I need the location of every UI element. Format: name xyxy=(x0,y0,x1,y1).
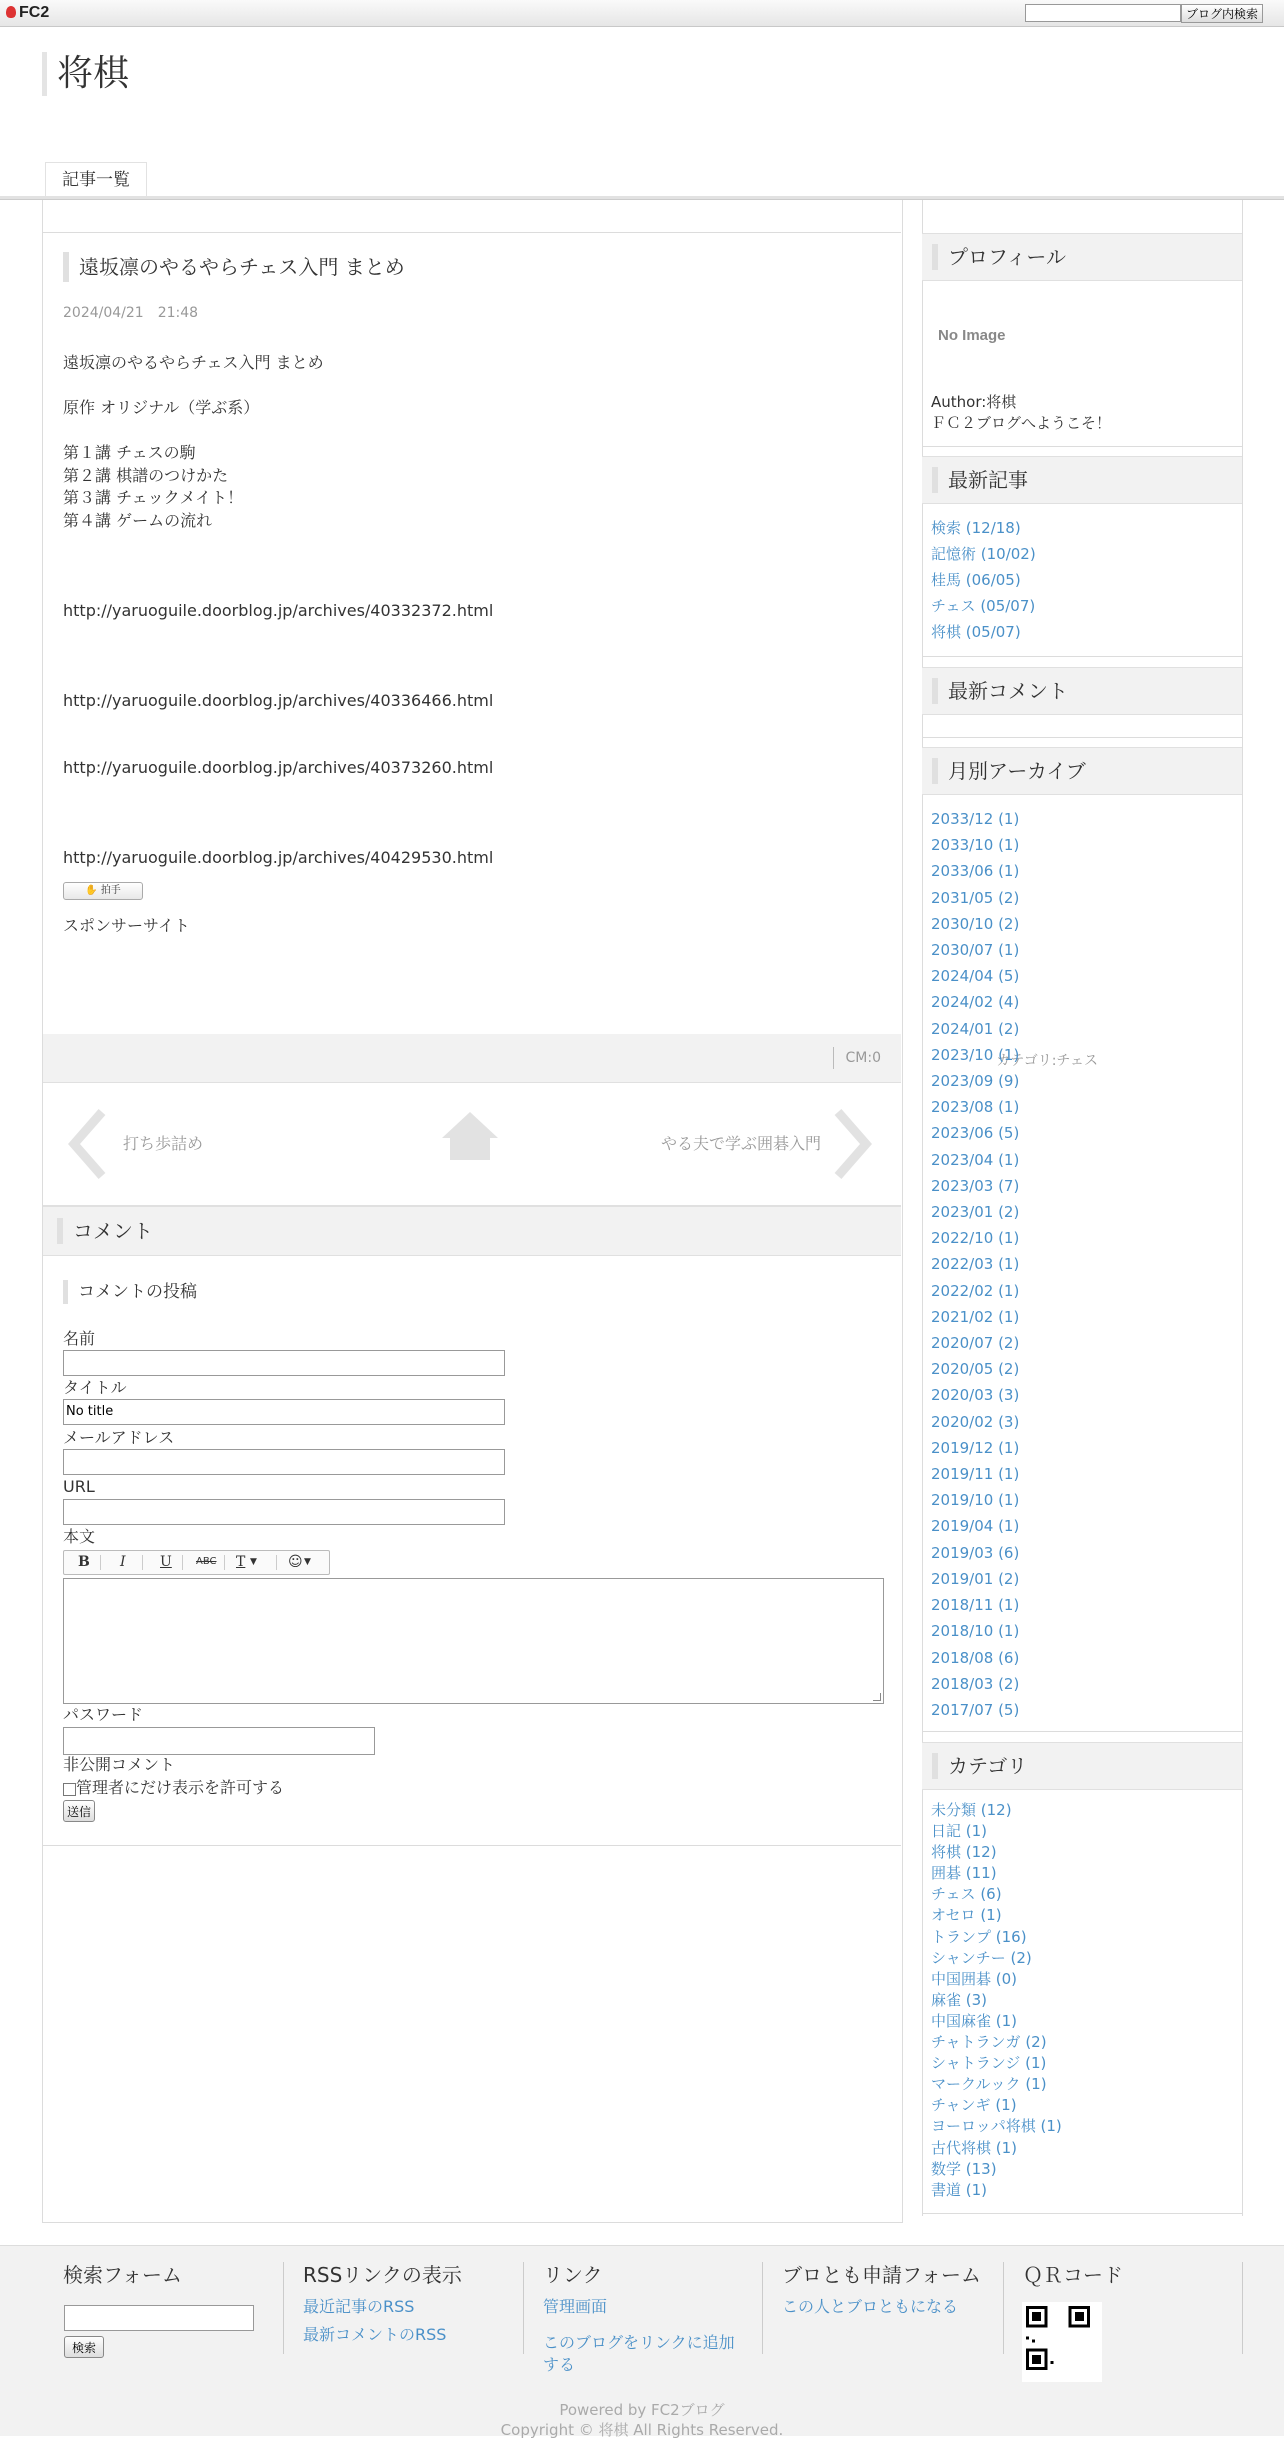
archive-link[interactable]: 2018/08 (6) xyxy=(931,1648,1020,1667)
entry-body-line xyxy=(63,825,883,848)
archive-link[interactable]: 2018/10 (1) xyxy=(931,1622,1020,1641)
prev-arrow-icon[interactable] xyxy=(68,1108,108,1180)
footer-separator xyxy=(762,2262,763,2354)
entry-body-line xyxy=(63,532,883,555)
secret-checkbox[interactable] xyxy=(63,1783,76,1796)
archive-link[interactable]: 2019/01 (2) xyxy=(931,1569,1020,1588)
categories-heading-bar xyxy=(922,1742,1242,1790)
entry-link[interactable]: http://yaruoguile.doorblog.jp/archives/40332372.html xyxy=(63,600,494,620)
comment-post-heading: コメントの投稿 xyxy=(63,1280,197,1304)
body-label: 本文 xyxy=(63,1527,96,1546)
archives-heading: 月別アーカイブ xyxy=(932,758,1086,784)
archive-link[interactable]: 2024/01 (2) xyxy=(931,1019,1020,1038)
entry-body-line xyxy=(63,780,883,803)
archive-link[interactable]: 2019/11 (1) xyxy=(931,1465,1020,1484)
footer-qr-heading: ＱＲコード xyxy=(1023,2263,1123,2287)
url-field[interactable] xyxy=(63,1499,505,1525)
powered-by[interactable]: Powered by FC2ブログ xyxy=(559,2401,725,2419)
comments-heading: コメント xyxy=(57,1218,153,1244)
entry-body-line xyxy=(63,735,883,758)
archives-heading-bar xyxy=(922,747,1242,795)
comment-form-divider xyxy=(43,1845,901,1846)
entry-footer xyxy=(43,1034,901,1083)
archive-link[interactable]: 2019/04 (1) xyxy=(931,1517,1020,1536)
category-link[interactable]: 中国囲碁 (0) xyxy=(931,1969,1018,1988)
archive-link[interactable]: 2033/06 (1) xyxy=(931,862,1020,881)
archive-link[interactable]: 2020/07 (2) xyxy=(931,1334,1020,1353)
footer-separator xyxy=(523,2262,524,2354)
archive-link[interactable]: 2030/10 (2) xyxy=(931,914,1020,933)
categories-heading: カテゴリ xyxy=(932,1753,1027,1779)
entry-body-line xyxy=(63,577,883,600)
qr-code-icon[interactable] xyxy=(1022,2302,1102,2382)
entry-body-line: 原作 オリジナル（学ぶ系） xyxy=(63,398,260,417)
entry-body-line: 第４講 ゲームの流れ xyxy=(63,510,213,530)
entry-body-line xyxy=(63,622,883,645)
category-link[interactable]: チャトランガ (2) xyxy=(931,2033,1047,2052)
fc2-logo[interactable] xyxy=(6,4,49,22)
archive-link[interactable]: 2030/07 (1) xyxy=(931,941,1020,960)
title-label: タイトル xyxy=(63,1378,127,1397)
sidebar-divider xyxy=(922,2213,1242,2214)
category-link[interactable]: 囲碁 (11) xyxy=(931,1864,997,1883)
category-link[interactable]: 麻雀 (3) xyxy=(931,1990,988,2009)
entry-footer-separator xyxy=(833,1047,834,1069)
toolbar-separator xyxy=(224,1555,225,1570)
recent-comments-heading-bar xyxy=(922,667,1242,715)
category-link[interactable]: チャンギ (1) xyxy=(931,2096,1017,2115)
category-link[interactable]: オセロ (1) xyxy=(931,1906,1002,1925)
archive-link[interactable]: 2019/10 (1) xyxy=(931,1491,1020,1510)
qr-code-graphic xyxy=(1026,2306,1090,2370)
entry-body-line xyxy=(63,375,883,398)
fc2-logo-text: FC2 xyxy=(19,4,50,21)
comment-body-textarea[interactable] xyxy=(63,1578,884,1704)
clap-icon: ✋ xyxy=(85,885,98,896)
archive-link[interactable]: 2031/05 (2) xyxy=(931,888,1020,907)
profile-author xyxy=(931,392,1111,434)
archive-link[interactable]: 2023/08 (1) xyxy=(931,1098,1020,1117)
footer-qr xyxy=(1023,2262,1223,2288)
entry-body-line: 第３講 チェックメイト！ xyxy=(63,488,244,507)
toolbar-separator xyxy=(142,1555,143,1570)
profile-heading: プロフィール xyxy=(932,244,1066,270)
rss-recent-comments-link[interactable]: 最新コメントのRSS xyxy=(303,2325,447,2344)
entry-category-link[interactable]: カテゴリ:チェス xyxy=(996,1053,1098,1069)
footer-separator xyxy=(1242,2262,1243,2354)
sponsor-label: スポンサーサイト xyxy=(63,916,190,935)
footer-search-heading: 検索フォーム xyxy=(63,2263,182,2287)
entry-body-line: 第１講 チェスの駒 xyxy=(63,443,196,462)
archive-link[interactable]: 2033/12 (1) xyxy=(931,810,1020,828)
entry-body-line xyxy=(63,802,883,825)
sidebar-divider xyxy=(922,1731,1242,1732)
home-icon[interactable] xyxy=(440,1110,500,1162)
category-link[interactable]: マークルック (1) xyxy=(931,2075,1047,2094)
email-field[interactable] xyxy=(63,1449,505,1475)
footer-search-input[interactable] xyxy=(64,2305,254,2331)
archive-link[interactable]: 2020/02 (3) xyxy=(931,1412,1020,1431)
archive-link[interactable]: 2017/07 (5) xyxy=(931,1700,1020,1719)
blog-search-button[interactable]: ブログ内検索 xyxy=(1181,4,1263,23)
recent-posts-heading-bar xyxy=(922,456,1242,504)
archive-link[interactable]: 2023/10 (1) xyxy=(931,1045,1020,1064)
recent-post-link[interactable]: チェス (05/07) xyxy=(931,597,1036,615)
archive-link[interactable]: 2022/03 (1) xyxy=(931,1255,1020,1274)
next-entry-link[interactable]: やる夫で学ぶ囲碁入門 xyxy=(660,1134,821,1153)
qr-module xyxy=(1075,2312,1084,2321)
recent-post-link[interactable]: 記憶術 (10/02) xyxy=(931,545,1036,563)
entry-body-line xyxy=(63,712,883,735)
toolbar-separator xyxy=(182,1555,183,1570)
profile-no-image: No Image xyxy=(938,327,1006,344)
category-link[interactable]: 数学 (13) xyxy=(931,2159,997,2178)
entry-body-line: 遠坂凛のやるやらチェス入門 まとめ xyxy=(63,353,324,372)
category-link[interactable]: シャンチー (2) xyxy=(931,1948,1032,1967)
category-link[interactable]: ヨーロッパ将棋 (1) xyxy=(931,2117,1062,2136)
entry-link[interactable]: http://yaruoguile.doorblog.jp/archives/40336466.html xyxy=(63,690,494,710)
resize-grip-icon[interactable] xyxy=(873,1693,881,1701)
footer-rss xyxy=(303,2262,503,2346)
archives-list xyxy=(931,806,1019,1723)
text-format-button[interactable]: T xyxy=(236,1554,246,1570)
entry-link[interactable]: http://yaruoguile.doorblog.jp/archives/40429530.html xyxy=(63,848,494,867)
archive-link[interactable]: 2018/03 (2) xyxy=(931,1674,1020,1693)
title-field[interactable] xyxy=(63,1399,505,1425)
profile-heading-bar xyxy=(922,233,1242,281)
archive-link[interactable]: 2024/04 (5) xyxy=(931,967,1020,986)
recent-posts-list xyxy=(931,515,1036,645)
category-link[interactable]: 古代将棋 (1) xyxy=(931,2138,1018,2157)
rss-recent-posts-link[interactable]: 最近記事のRSS xyxy=(303,2297,415,2316)
archive-link[interactable]: 2023/06 (5) xyxy=(931,1124,1020,1143)
category-link[interactable]: トランプ (16) xyxy=(931,1927,1027,1946)
friend-request-link[interactable]: この人とブロともになる xyxy=(782,2297,959,2316)
blog-title[interactable]: 将棋 xyxy=(42,52,129,96)
entry-body-line xyxy=(63,645,883,668)
category-link[interactable]: 未分類 (12) xyxy=(931,1801,1012,1819)
archive-link[interactable]: 2022/10 (1) xyxy=(931,1229,1020,1248)
comments-heading-bar xyxy=(43,1206,901,1256)
footer-friends-heading: ブロとも申請フォーム xyxy=(782,2263,981,2287)
entry-title[interactable]: 遠坂凛のやるやらチェス入門 まとめ xyxy=(63,252,405,282)
category-link[interactable]: チェス (6) xyxy=(931,1885,1002,1904)
clap-label: 拍手 xyxy=(100,885,121,896)
toolbar-separator xyxy=(276,1555,277,1570)
footer-friends xyxy=(782,2262,982,2318)
category-link[interactable]: 中国麻雀 (1) xyxy=(931,2011,1018,2030)
archive-link[interactable]: 2019/03 (6) xyxy=(931,1543,1020,1562)
add-link-link[interactable]: このブログをリンクに追加する xyxy=(543,2333,735,2374)
archive-link[interactable]: 2023/09 (9) xyxy=(931,1072,1020,1091)
archive-link[interactable]: 2018/11 (1) xyxy=(931,1596,1020,1615)
admin-link[interactable]: 管理画面 xyxy=(543,2297,608,2316)
archive-link[interactable]: 2022/02 (1) xyxy=(931,1281,1020,1300)
prev-entry-link[interactable]: 打ち歩詰め xyxy=(123,1134,204,1153)
archive-link[interactable]: 2024/02 (4) xyxy=(931,993,1020,1012)
bold-button[interactable]: B xyxy=(78,1554,90,1570)
archive-link[interactable]: 2023/03 (7) xyxy=(931,1176,1020,1195)
archive-link[interactable]: 2021/02 (1) xyxy=(931,1307,1020,1326)
entry-date: 2024/04/21 21:48 xyxy=(63,305,199,321)
recent-post-link[interactable]: 将棋 (05/07) xyxy=(931,623,1021,641)
italic-button[interactable]: I xyxy=(120,1554,126,1570)
archive-link[interactable]: 2023/01 (2) xyxy=(931,1203,1020,1222)
password-field[interactable] xyxy=(63,1727,375,1755)
recent-comments-heading: 最新コメント xyxy=(932,678,1068,704)
sidebar-divider xyxy=(922,737,1242,738)
chevron-down-icon: ▼ xyxy=(250,1557,257,1567)
category-link[interactable]: 書道 (1) xyxy=(931,2180,988,2199)
chevron-down-icon: ▼ xyxy=(304,1557,311,1567)
categories-list xyxy=(931,1800,1062,2201)
sidebar-divider xyxy=(922,656,1242,657)
clap-button[interactable] xyxy=(63,882,143,900)
name-label: 名前 xyxy=(63,1329,96,1348)
entry-body-line xyxy=(63,667,883,690)
entry-body xyxy=(63,352,883,870)
fc2-toolbar xyxy=(0,0,1284,27)
category-link[interactable]: シャトランジ (1) xyxy=(931,2054,1047,2073)
recent-posts-heading: 最新記事 xyxy=(932,467,1028,493)
footer-rss-heading: RSSリンクの表示 xyxy=(303,2263,462,2287)
qr-module xyxy=(1032,2312,1041,2321)
entry-body-line: 第２講 棋譜のつけかた xyxy=(63,465,229,485)
archive-link[interactable]: 2033/10 (1) xyxy=(931,836,1020,855)
emoji-icon[interactable]: ☺ xyxy=(288,1554,303,1570)
recent-post-link[interactable]: 検索 (12/18) xyxy=(931,519,1021,537)
editor-toolbar xyxy=(63,1550,330,1575)
entry-body-line xyxy=(63,555,883,578)
email-label: メールアドレス xyxy=(63,1428,175,1447)
profile-welcome: ＦＣ２ブログへようこそ！ xyxy=(931,414,1112,432)
category-link[interactable]: 日記 (1) xyxy=(931,1822,988,1841)
archive-link[interactable]: 2023/04 (1) xyxy=(931,1150,1020,1169)
blog-search-input[interactable] xyxy=(1025,4,1181,22)
nav-tab-article-list[interactable]: 記事一覧 xyxy=(45,162,147,197)
strike-button[interactable]: ABC xyxy=(196,1556,217,1567)
name-field[interactable] xyxy=(63,1350,505,1376)
copyright: Copyright © 将棋 All Rights Reserved. xyxy=(500,2421,784,2439)
recent-post-link[interactable]: 桂馬 (06/05) xyxy=(931,571,1021,589)
footer-separator xyxy=(283,2262,284,2354)
archive-link[interactable]: 2020/05 (2) xyxy=(931,1360,1020,1379)
secret-label: 非公開コメント xyxy=(63,1755,176,1774)
next-arrow-icon[interactable] xyxy=(832,1108,872,1180)
qr-module xyxy=(1050,2361,1053,2364)
entry-link[interactable]: http://yaruoguile.doorblog.jp/archives/40373260.html xyxy=(63,758,494,777)
author-name: Author:将棋 xyxy=(931,393,1017,411)
underline-button[interactable]: U xyxy=(160,1554,172,1570)
qr-module xyxy=(1026,2336,1029,2339)
sidebar-divider xyxy=(922,446,1242,447)
footer-separator xyxy=(1003,2262,1004,2354)
password-label: パスワード xyxy=(63,1705,144,1724)
secret-checkbox-label[interactable]: 管理者にだけ表示を許可する xyxy=(76,1778,285,1797)
category-link[interactable]: 将棋 (12) xyxy=(931,1843,997,1862)
entry-top-divider xyxy=(42,232,901,233)
submit-button[interactable]: 送信 xyxy=(63,1800,95,1822)
qr-module xyxy=(1032,2340,1035,2343)
qr-module xyxy=(1032,2355,1041,2364)
archive-link[interactable]: 2019/12 (1) xyxy=(931,1438,1020,1457)
entry-body-line xyxy=(63,420,883,443)
footer-links-heading: リンク xyxy=(543,2263,603,2287)
entry-comment-count[interactable]: CM:0 xyxy=(845,1050,881,1066)
fc2-flame-icon xyxy=(6,6,16,18)
footer-search xyxy=(63,2262,182,2288)
footer-search-button[interactable]: 検索 xyxy=(64,2336,104,2358)
url-label: URL xyxy=(63,1477,95,1496)
archive-link[interactable]: 2020/03 (3) xyxy=(931,1386,1020,1405)
toolbar-separator xyxy=(100,1555,101,1570)
footer-links xyxy=(543,2262,743,2376)
